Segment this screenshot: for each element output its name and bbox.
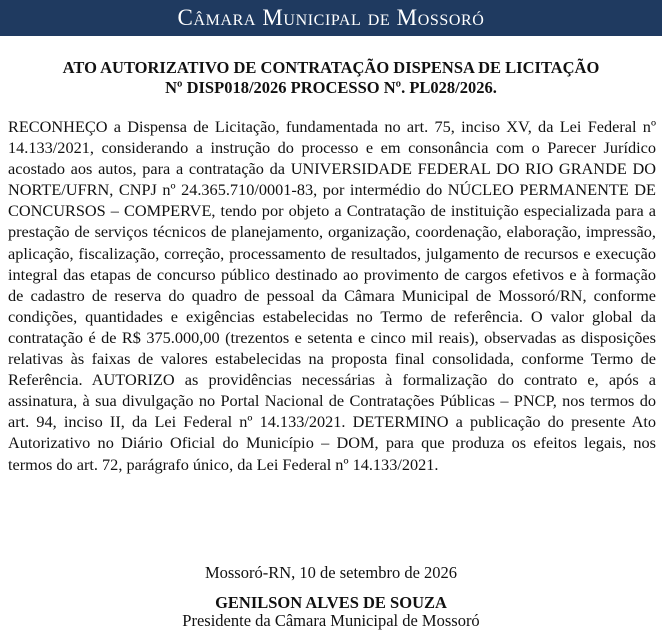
- document-title-line-2: Nº DISP018/2026 PROCESSO Nº. PL028/2026.: [165, 78, 497, 97]
- document-title-line-1: ATO AUTORIZATIVO DE CONTRATAÇÃO DISPENSA DE LICITAÇÃO: [62, 58, 600, 77]
- document-title: [0, 58, 662, 98]
- document-body: RECONHEÇO a Dispensa de Licitação, fundamentada no art. 75, inciso XV, da Lei Federal nº 14.133/2021, considerando a instrução do processo e em consonância com o Parecer Jurídico acostado aos autos, para a contratação da UNIVERSIDADE FEDERAL DO RIO GRANDE DO NORTE/UFRN, CNPJ nº 24.365.710/0001-83, por intermédio do NÚCLEO PERMANENTE DE CONCURSOS – COMPERVE, tendo por objeto a Contratação de instituição especializada para a prestação de serviços técnicos de planejamento, organização, coordenação, elaboração, impressão, aplicação, fiscalização, correção, processamento de resultados, julgamento de recursos e execução integral das etapas de concurso público destinado ao provimento de cargos efetivos e à formação de cadastro de reserva do quadro de pessoal da Câmara Municipal de Mossoró/RN, conforme condições, quantidades e exigências estabelecidas no Termo de referência. O valor global da contratação é de R$ 375.000,00 (trezentos e setenta e cinco mil reais), observadas as disposições relativas às faixas de valores estabelecidas na proposta final consolidada, conforme Termo de Referência. AUTORIZO as providências necessárias à formalização do contrato e, após a assinatura, à sua divulgação no Portal Nacional de Contratações Públicas – PNCP, nos termos do art. 94, inciso II, da Lei Federal nº 14.133/2021. DETERMINO a publicação do presente Ato Autorizativo no Diário Oficial do Município – DOM, para que produza os efeitos legais, nos termos do art. 72, parágrafo único, da Lei Federal nº 14.133/2021.: [8, 117, 656, 474]
- masthead-banner: [0, 0, 662, 36]
- signer-name: GENILSON ALVES DE SOUZA: [215, 593, 447, 612]
- place-and-date: Mossoró-RN, 10 de setembro de 2026: [204, 563, 458, 582]
- signer-role: Presidente da Câmara Municipal de Mossoró: [182, 611, 480, 630]
- masthead-title: Câmara Municipal de Mossoró: [177, 5, 485, 30]
